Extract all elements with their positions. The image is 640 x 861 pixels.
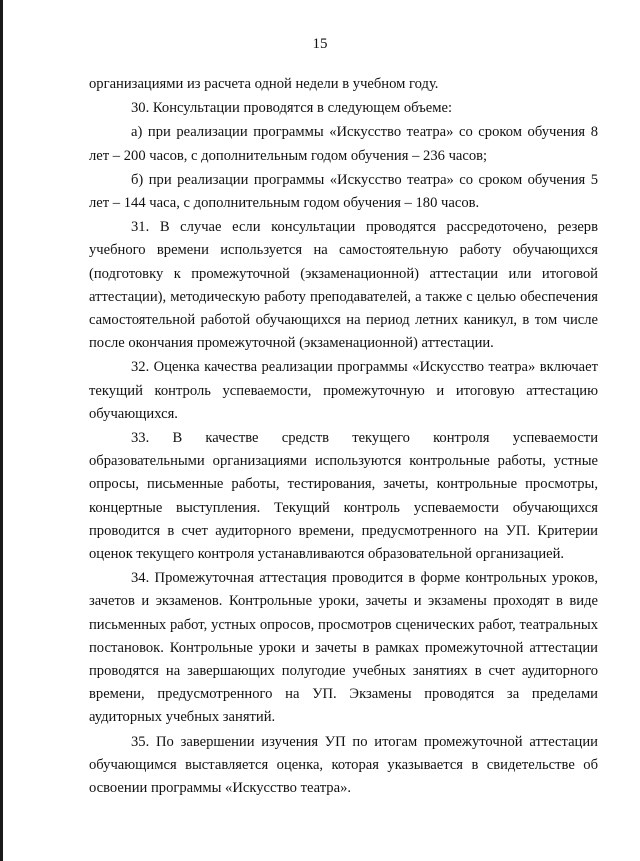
paragraph-34: 34. Промежуточная аттестация проводится в форме контрольных уроков, зачетов и экзаменов. Контрольные уроки, зачеты и экзамены проходят в виде письменных работ, устных опросов, просмотров сценических работ, театральных постановок. Контрольные уроки и зачеты в рамках промежуточной аттестации проводятся на завершающих полугодие учебных занятиях в счет аудиторного времени, предусмотренного на УП. Экзамены проводятся за пределами аудиторных учебных занятий. <box>89 570 598 726</box>
paragraph-31: 31. В случае если консультации проводятся рассредоточено, резерв учебного времени используется на самостоятельную работу обучающихся (подготовку к промежуточной (экзаменационной) аттестации или итоговой аттестации), методическую работу преподавателей, а также с целью обеспечения самостоятельной работой обучающихся на период летних каникул, в том числе после окончания промежуточной (экзаменационной) аттестации. <box>89 219 598 352</box>
document-body <box>89 73 598 800</box>
paragraph-30a: а) при реализации программы «Искусство театра» со сроком обучения 8 лет – 200 часов, с дополнительным годом обучения – 236 часов; <box>89 124 598 164</box>
paragraph-30b: б) при реализации программы «Искусство театра» со сроком обучения 5 лет – 144 часа, с дополнительным годом обучения – 180 часов. <box>89 171 598 212</box>
page-number: 15 <box>312 36 328 52</box>
paragraph-30: 30. Консультации проводятся в следующем объеме: <box>131 100 452 117</box>
paragraph-32: 32. Оценка качества реализации программы «Искусство театра» включает текущий контроль успеваемости, промежуточную и итоговую аттестацию обучающихся. <box>89 359 598 422</box>
paragraph-continuation: организациями из расчета одной недели в учебном году. <box>89 76 439 92</box>
paragraph-33: 33. В качестве средств текущего контроля успеваемости образовательными организациями используются контрольные работы, устные опросы, письменные работы, тестирования, зачеты, контрольные просмотры, концертные выступления. Текущий контроль успеваемости обучающихся проводится в счет аудиторного времени, предусмотренного на УП. Критерии оценок текущего контроля устанавливаются образовательной организацией. <box>89 430 598 563</box>
paragraph-35: 35. По завершении изучения УП по итогам промежуточной аттестации обучающимся выставляется оценка, которая указывается в свидетельстве об освоении программы «Искусство театра». <box>89 733 598 797</box>
